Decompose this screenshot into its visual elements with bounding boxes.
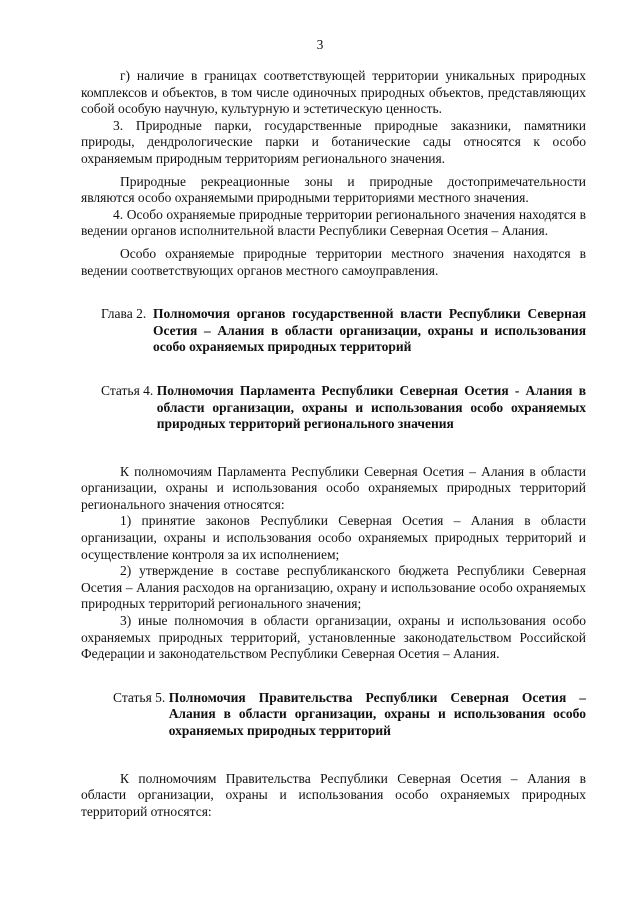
paragraph-parliament-powers: К полномочиям Парламента Республики Северная Осетия – Алания в области организации, охраны и использования особо охраняемых природных территорий регионального значения относятся: (81, 463, 586, 512)
article-4-title: Полномочия Парламента Республики Северная Осетия - Алания в области организации, охраны и использования особо охраняемых природных территорий регионального значения (156, 382, 586, 432)
paragraph-power-3: 3) иные полномочия в области организации, охраны и использования особо охраняемых природных территорий, установленные законодательством Российской Федерации и законодательством Республики Северная Осетия – Алания. (81, 613, 586, 662)
paragraph-local-zones: Природные рекреационные зоны и природные достопримечательности являются особо охраняемыми природными территориями местного значения. (81, 173, 586, 206)
paragraph-item-4: 4. Особо охраняемые природные территории регионального значения находятся в ведении органов исполнительной власти Республики Северная Осетия – Алания. (81, 206, 586, 239)
paragraph-item-g: г) наличие в границах соответствующей территории уникальных природных комплексов и объектов, в том числе одиночных природных объектов, представляющих собой особую научную, культурную и эстетическую ценность. (81, 68, 586, 117)
paragraph-power-2: 2) утверждение в составе республиканского бюджета Республики Северная Осетия – Алания расходов на организацию, охрану и использование особо охраняемых природных территорий регионального значения; (81, 563, 586, 612)
article-5-heading (113, 690, 586, 740)
page-number: 3 (316, 37, 324, 52)
chapter-2-heading (101, 306, 586, 356)
paragraph-government-powers: К полномочиям Правительства Республики Северная Осетия – Алания в области организации, охраны и использования особо охраняемых природных территорий относятся: (81, 770, 586, 819)
page-content (81, 68, 586, 820)
paragraph-item-3: 3. Природные парки, государственные природные заказники, памятники природы, дендрологические парки и ботанические сады относятся к особо охраняемым природным территориям регионального значения. (81, 117, 586, 166)
article-5-label: Статья 5. (113, 689, 169, 705)
chapter-2-label: Глава 2. (101, 306, 153, 322)
article-4-label: Статья 4. (101, 382, 157, 398)
article-5-title: Полномочия Правительства Республики Северная Осетия – Алания в области организации, охраны и использования особо охраняемых природных территорий (168, 689, 586, 738)
article-4-heading (101, 383, 586, 433)
paragraph-power-1: 1) принятие законов Республики Северная Осетия – Алания в области организации, охраны и использования особо охраняемых природных территорий и осуществление контроля за их исполнением; (81, 513, 586, 562)
paragraph-local-management: Особо охраняемые природные территории местного значения находятся в ведении соответствующих органов местного самоуправления. (81, 245, 586, 278)
chapter-2-title: Полномочия органов государственной власти Республики Северная Осетия – Алания в области организации, охраны и использования особо охраняемых природных территорий (152, 306, 586, 355)
